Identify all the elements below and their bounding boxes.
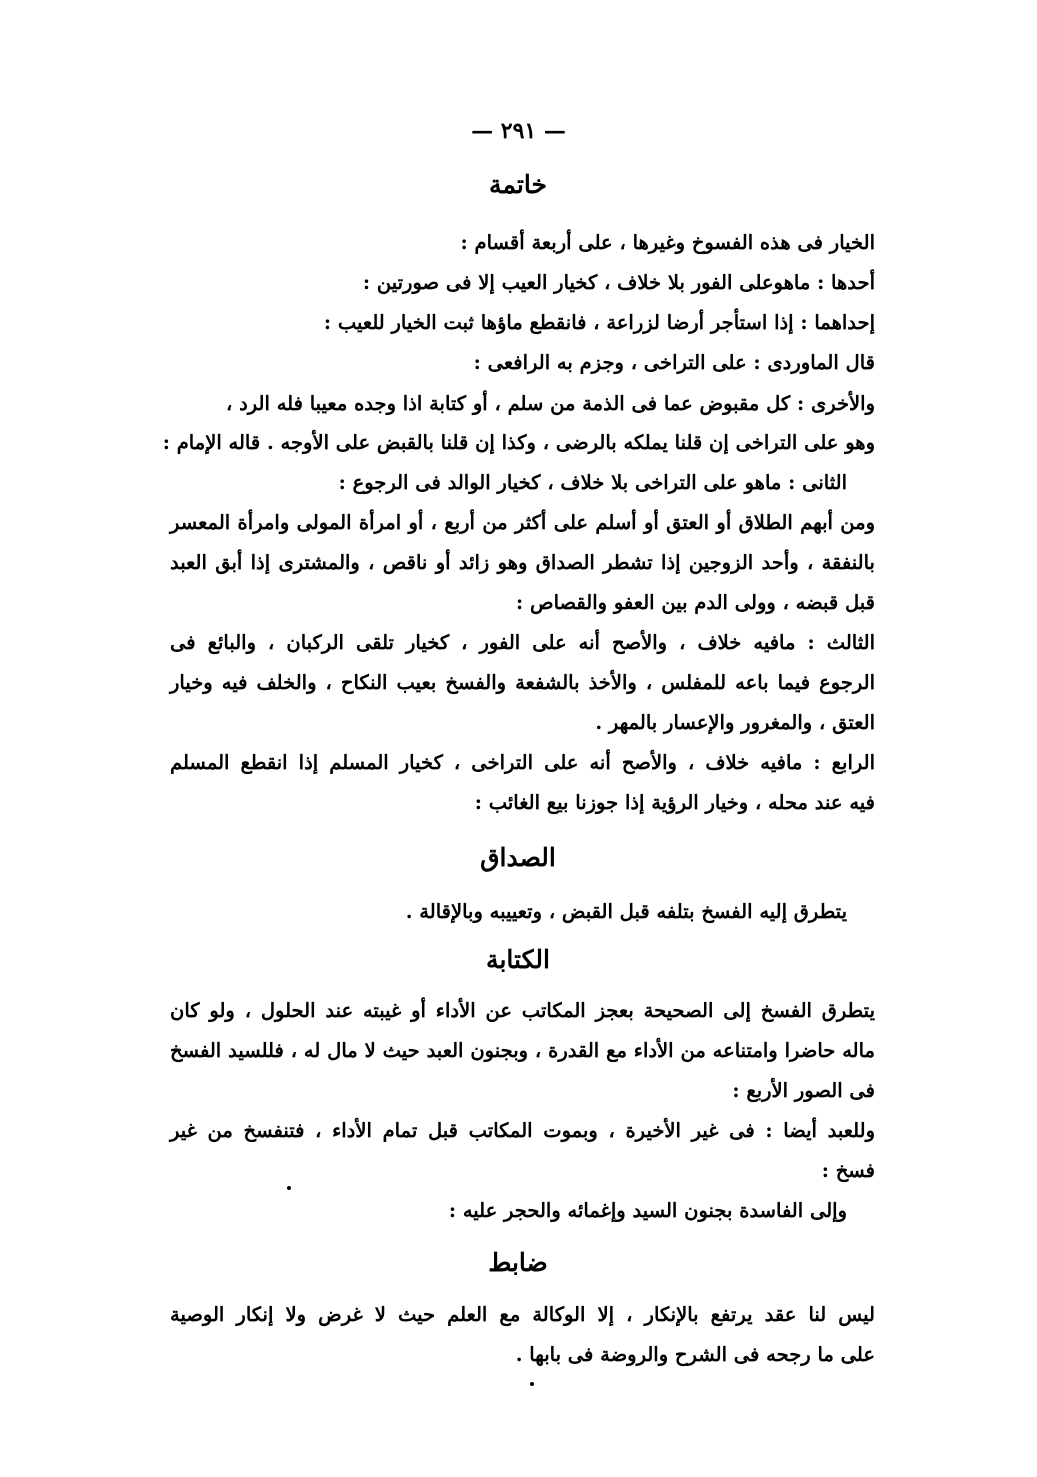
text-line: بالنفقة ، وأحد الزوجين إذا تشطر الصداق وهو زائد أو ناقص ، والمشترى إذا أبق العبد [170,551,875,574]
text-line: قبل قبضه ، وولى الدم بين العفو والقصاص : [516,591,875,614]
text-line: وللعبد أيضا : فى غير الأخيرة ، وبموت المكاتب قبل تمام الأداء ، فتنفسخ من غير [170,1119,875,1142]
text-line: إحداهما : إذا استأجر أرضا لزراعة ، فانقطع ماؤها ثبت الخيار للعيب : [323,311,875,334]
print-speck [530,1382,534,1386]
text-line: الرجوع فيما باعه للمفلس ، والأخذ بالشفعة والفسخ بعيب النكاح ، والخلف فيه وخيار [170,671,875,694]
text-line: ليس لنا عقد يرتفع بالإنكار ، إلا الوكالة مع العلم حيث لا غرض ولا إنكار الوصية [170,1303,875,1326]
text-line: فيه عند محله ، وخيار الرؤية إذا جوزنا بيع الغائب : [474,791,875,814]
text-line: ماله حاضرا وامتناعه من الأداء مع القدرة ، وبجنون العبد حيث لا مال له ، فللسيد الفسخ [170,1039,875,1062]
text-line: وإلى الفاسدة بجنون السيد وإغمائه والحجر عليه : [448,1199,847,1222]
text-line: الثالث : مافيه خلاف ، والأصح أنه على الفور ، كخيار تلقى الركبان ، والبائع فى [170,631,875,654]
text-line: أحدها : ماهوعلى الفور بلا خلاف ، كخيار العيب إلا فى صورتين : [362,271,875,294]
text-line: وهو على التراخى إن قلنا يملكه بالرضى ، وكذا إن قلنا بالقبض على الأوجه . قاله الإمام : [162,431,875,454]
print-speck [287,1186,291,1190]
page-number: — ٢٩١ — [471,118,566,144]
text-line: فى الصور الأربع : [732,1079,875,1102]
text-line: فسخ : [821,1159,875,1182]
text-line: قال الماوردى : على التراخى ، وجزم به الرافعى : [473,351,875,374]
heading-khatima: خاتمة [489,170,547,199]
heading-dabit: ضابط [488,1248,548,1277]
text-line: يتطرق الفسخ إلى الصحيحة بعجز المكاتب عن الأداء أو غيبته عند الحلول ، ولو كان [170,999,875,1022]
text-line: الرابع : مافيه خلاف ، والأصح أنه على التراخى ، كخيار المسلم إذا انقطع المسلم [170,751,875,774]
text-line: يتطرق إليه الفسخ بتلفه قبل القبض ، وتعييبه وبالإقالة . [405,900,847,923]
text-line: على ما رجحه فى الشرح والروضة فى بابها . [515,1343,875,1366]
heading-sadaq: الصداق [480,843,556,872]
text-line: العتق ، والمغرور والإعسار بالمهر . [595,711,875,734]
text-line: والأخرى : كل مقبوض عما فى الذمة من سلم ، أو كتابة اذا وجده معيبا فله الرد ، [226,392,875,415]
text-line: الثانى : ماهو على التراخى بلا خلاف ، كخيار الوالد فى الرجوع : [338,471,847,494]
heading-kitaba: الكتابة [486,945,550,974]
text-line: ومن أبهم الطلاق أو العتق أو أسلم على أكثر من أربع ، أو امرأة المولى وامرأة المعسر [170,511,875,534]
text-line: الخيار فى هذه الفسوخ وغيرها ، على أربعة أقسام : [460,231,875,254]
